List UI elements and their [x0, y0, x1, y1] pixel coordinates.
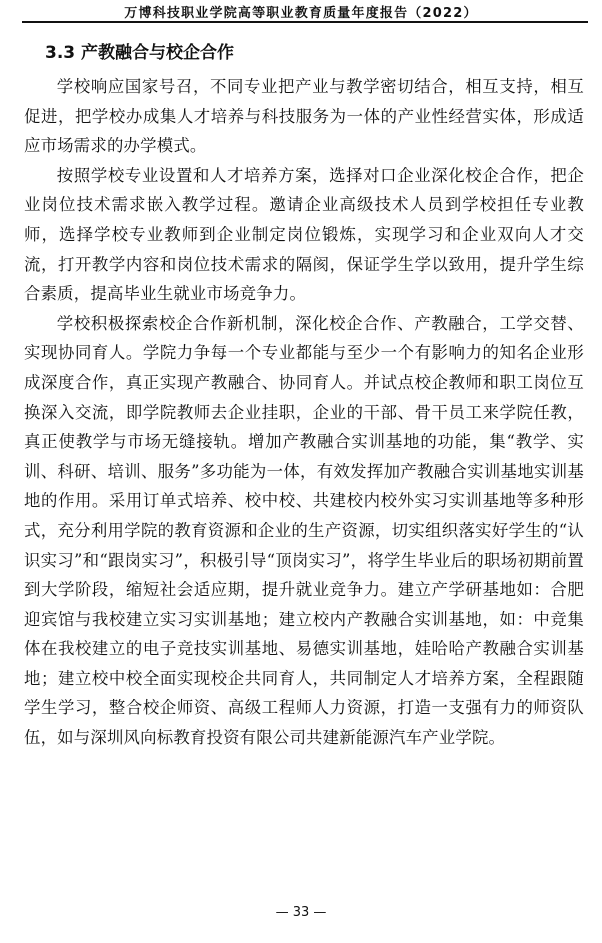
- paragraph-1: 学校响应国家号召，不同专业把产业与教学密切结合，相互支持，相互促进，把学校办成集人才培养与科技服务为一体的产业性经营实体，形成适应市场需求的办学模式。: [24, 77, 584, 156]
- section-heading: 3.3 产教融合与校企合作: [45, 43, 235, 63]
- header-divider: [22, 21, 588, 23]
- report-title: 万博科技职业学院高等职业教育质量年度报告（2022）: [124, 6, 478, 21]
- page-body: [24, 38, 584, 753]
- paragraph-3: 学校积极探索校企合作新机制，深化校企合作、产教融合，工学交替、实现协同育人。学院力争每一个专业都能与至少一个有影响力的知名企业形成深度合作，真正实现产教融合、协同育人。并试点校企教师和职工岗位互换深入交流，即学院教师去企业挂职，企业的干部、骨干员工来学院任教，真正使教学与市场无缝接轨。增加产教融合实训基地的功能，集“教学、实训、科研、培训、服务”多功能为一体，有效发挥加产教融合实训基地实训基地的作用。采用订单式培养、校中校、共建校内校外实习实训基地等多种形式，充分利用学院的教育资源和企业的生产资源，切实组织落实好学生的“认识实习”和“跟岗实习”，积极引导“顶岗实习”，将学生毕业后的职场初期前置到大学阶段，缩短社会适应期，提升就业竞争力。建立产学研基地如：合肥迎宾馆与我校建立实习实训基地；建立校内产教融合实训基地，如：中竞集体在我校建立的电子竞技实训基地、易德实训基地，娃哈哈产教融合实训基地；建立校中校全面实现校企共同育人，共同制定人才培养方案，全程跟随学生学习，整合校企师资、高级工程师人力资源，打造一支强有力的师资队伍，如与深圳风向标教育投资有限公司共建新能源汽车产业学院。: [24, 313, 584, 748]
- page-number: — 33 —: [275, 905, 327, 920]
- paragraph-2: 按照学校专业设置和人才培养方案，选择对口企业深化校企合作，把企业岗位技术需求嵌入教学过程。邀请企业高级技术人员到学校担任专业教师，选择学校专业教师到企业制定岗位锻炼，实现学习和企业双向人才交流，打开教学内容和岗位技术需求的隔阂，保证学生学以致用，提升学生综合素质，提高毕业生就业市场竞争力。: [24, 165, 584, 304]
- page-header: [0, 0, 602, 24]
